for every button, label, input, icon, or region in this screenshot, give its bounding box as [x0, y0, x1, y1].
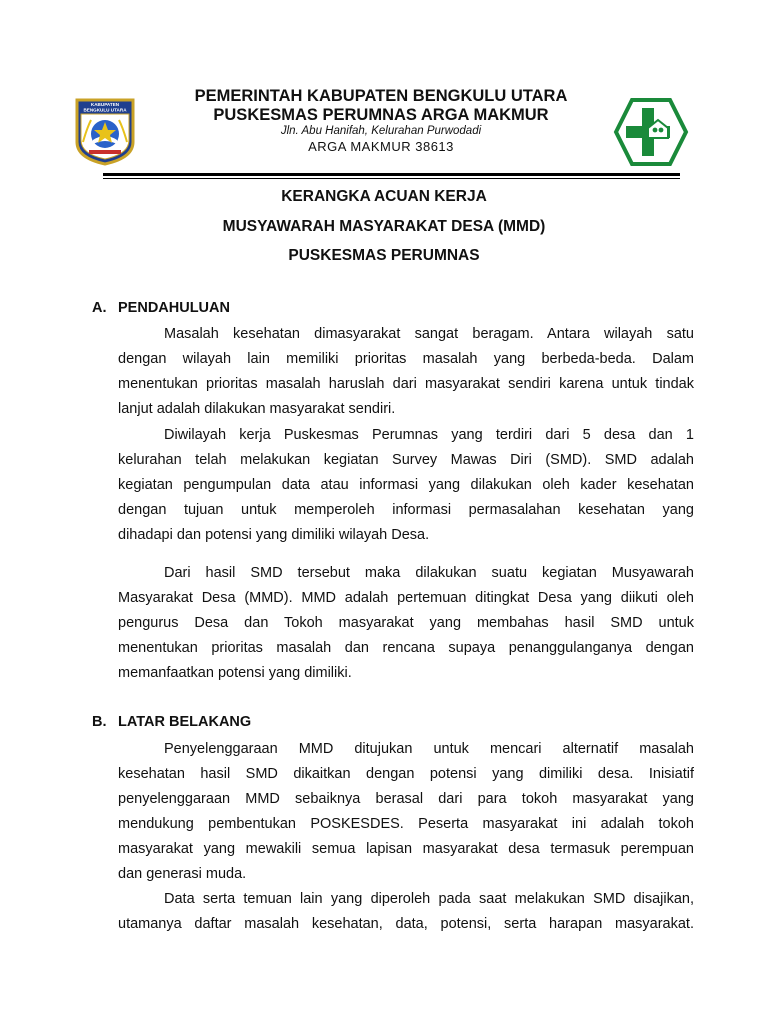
document-title: KERANGKA ACUAN KERJA — [281, 188, 487, 205]
text-line: penyelenggaraan MMD sebaiknya berasal dari para tokoh masyarakat yang — [118, 791, 694, 807]
header-city: ARGA MAKMUR 38613 — [308, 139, 454, 154]
paragraph — [118, 887, 694, 937]
text-line: masyarakat yang mewakili semua lapisan masyarakat desa termasuk perempuan — [118, 841, 694, 857]
text-line: Data serta temuan lain yang diperoleh pada saat melakukan SMD disajikan, — [164, 891, 694, 907]
text-line: Masalah kesehatan dimasyarakat sangat beragam. Antara wilayah satu — [164, 326, 694, 342]
document-unit: PUSKESMAS PERUMNAS — [288, 247, 480, 264]
header-institution: PUSKESMAS PERUMNAS ARGA MAKMUR — [213, 106, 549, 124]
text-line: menentukan prioritas masalah dan rencana supaya penanggulanganya dengan — [118, 640, 694, 656]
text-line: utamanya daftar masalah kesehatan, data, potensi, serta harapan masyarakat. — [118, 916, 694, 932]
text-line: pengurus Desa dan Tokoh masyarakat yang membahas hasil SMD untuk — [118, 615, 694, 631]
section-a-letter: A. — [92, 300, 107, 316]
paragraph — [118, 322, 694, 422]
text-line: Masyarakat Desa (MMD). MMD adalah pertemuan ditingkat Desa yang diikuti oleh — [118, 590, 694, 606]
header-government: PEMERINTAH KABUPATEN BENGKULU UTARA — [194, 87, 568, 105]
text-line: dengan tujuan untuk memperoleh informasi permasalahan kesehatan yang — [118, 502, 694, 518]
regency-emblem-icon — [75, 98, 135, 166]
text-line: lanjut adalah dilakukan masyarakat sendiri. — [118, 401, 396, 417]
paragraph — [118, 561, 694, 686]
emblem-text-bottom: BENGKULU UTARA — [83, 107, 127, 113]
text-line: menentukan prioritas masalah haruslah dari masyarakat sendiri karena untuk tindak — [118, 376, 694, 392]
section-b-letter: B. — [92, 714, 107, 730]
text-line: dihadapi dan potensi yang dimiliki wilayah Desa. — [118, 527, 430, 543]
text-line: Diwilayah kerja Puskesmas Perumnas yang terdiri dari 5 desa dan 1 — [164, 427, 694, 443]
text-line: kegiatan pengumpulan data atau informasi yang dilakukan oleh kader kesehatan — [118, 477, 694, 493]
document-subtitle: MUSYAWARAH MASYARAKAT DESA (MMD) — [222, 218, 546, 235]
text-line: kesehatan hasil SMD dikaitkan dengan potensi yang dimiliki desa. Inisiatif — [118, 766, 694, 782]
text-line: mendukung pembentukan POSKESDES. Peserta masyarakat ini adalah tokoh — [118, 816, 694, 832]
text-line: dengan wilayah lain memiliki prioritas masalah yang berbeda-beda. Dalam — [118, 351, 694, 367]
text-line: dan generasi muda. — [118, 866, 247, 882]
puskesmas-cross-logo-icon — [612, 96, 690, 168]
section-b-title: LATAR BELAKANG — [118, 714, 252, 730]
text-line: Dari hasil SMD tersebut maka dilakukan suatu kegiatan Musyawarah — [164, 565, 694, 581]
paragraph — [118, 737, 694, 887]
text-line: kelurahan telah melakukan kegiatan Survey Mawas Diri (SMD). SMD adalah — [118, 452, 694, 468]
paragraph — [118, 423, 694, 548]
emblem-text-top: KABUPATEN — [90, 102, 120, 107]
header-address: Jln. Abu Hanifah, Kelurahan Purwodadi — [280, 125, 482, 137]
header-divider-thin — [103, 178, 680, 179]
header-divider-thick — [103, 173, 680, 176]
text-line: Penyelenggaraan MMD ditujukan untuk mencari alternatif masalah — [164, 741, 694, 757]
section-a-title: PENDAHULUAN — [118, 300, 230, 316]
text-line: memanfaatkan potensi yang dimiliki. — [118, 665, 352, 681]
